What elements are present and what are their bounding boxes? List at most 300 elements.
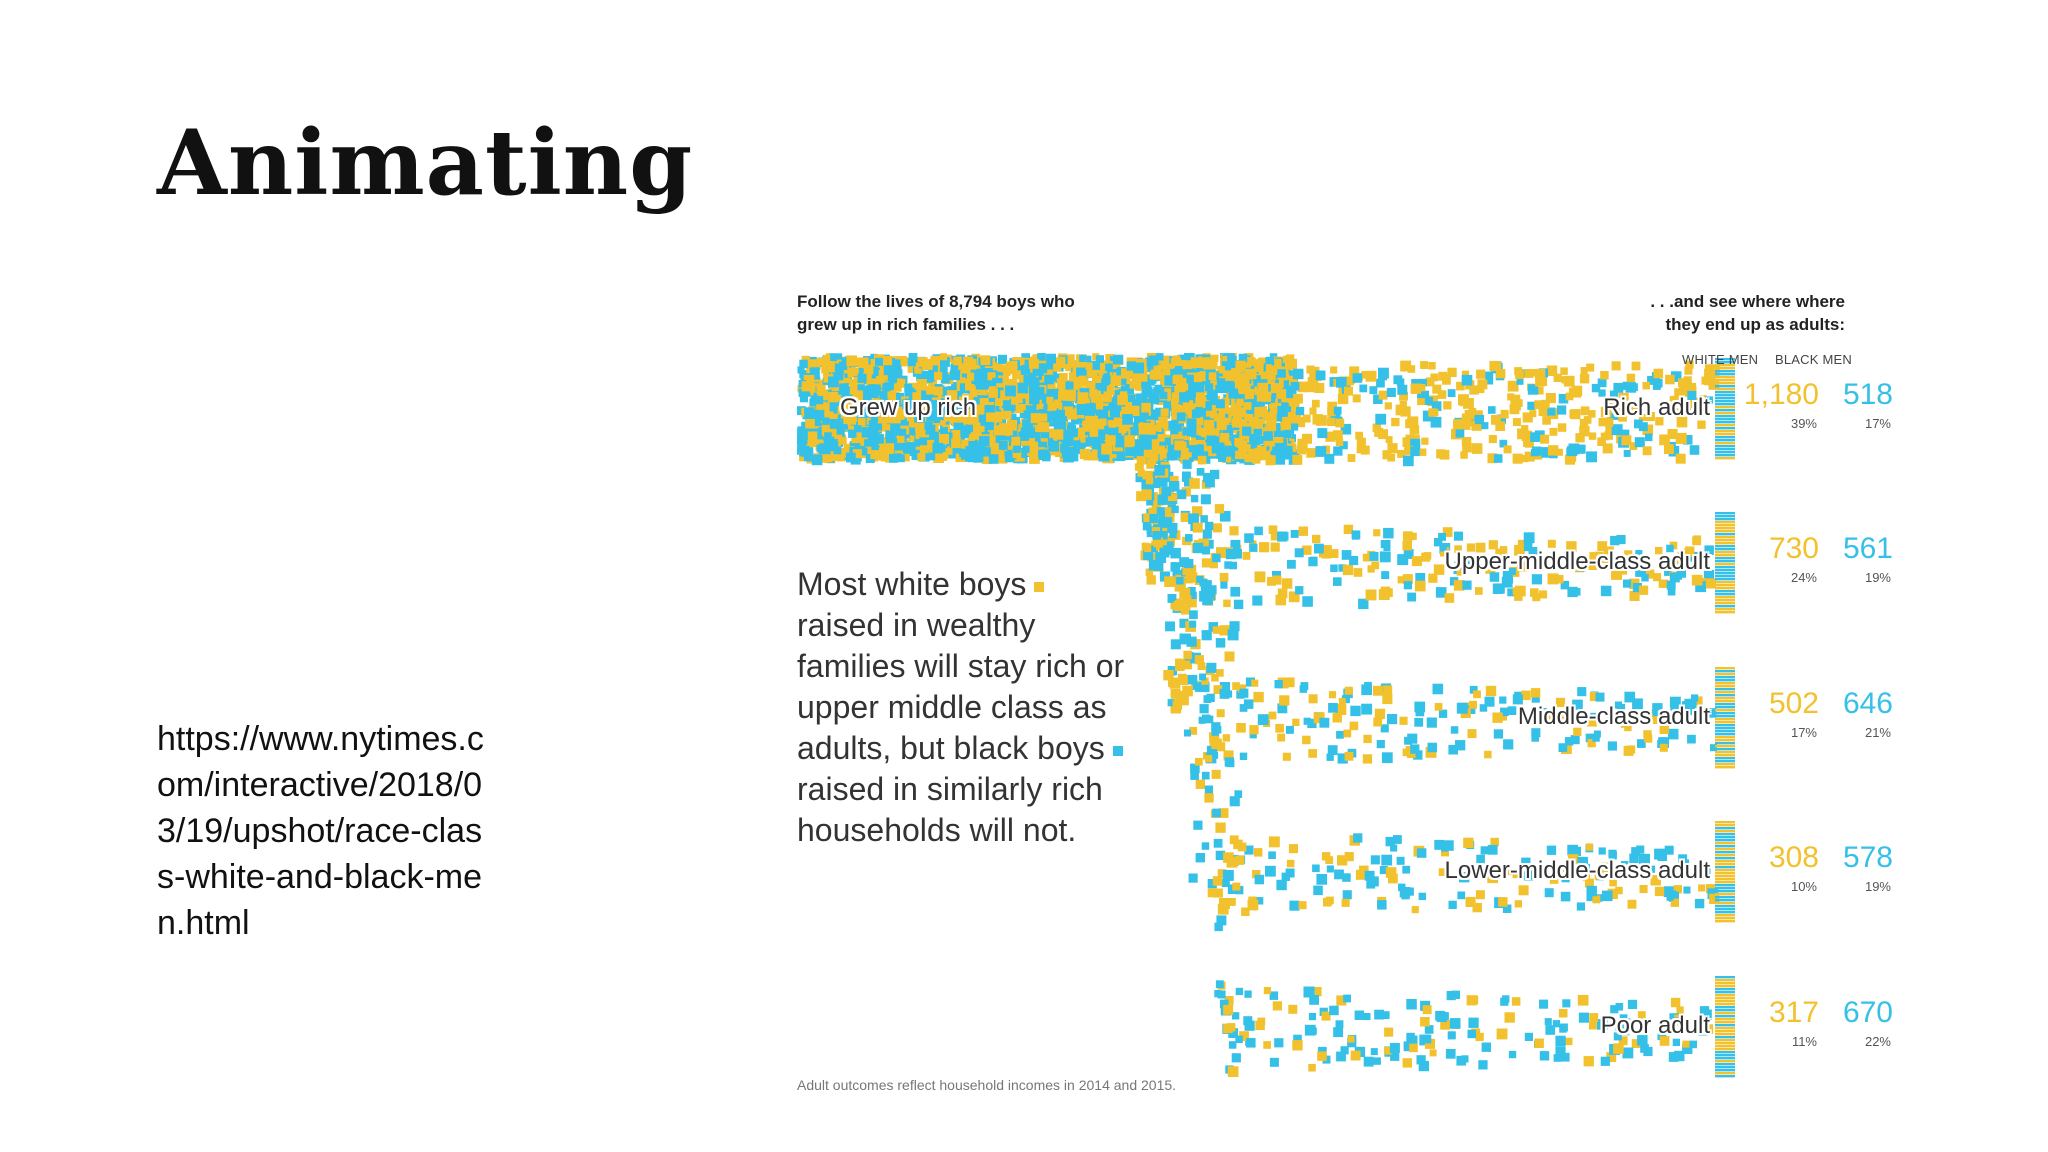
flow-dot	[1456, 1056, 1466, 1066]
flow-dot	[1147, 575, 1156, 584]
outcome-stack-bar	[1715, 1006, 1735, 1008]
flow-dot	[1545, 1025, 1555, 1035]
outcome-stack-bar	[1715, 920, 1735, 922]
outcome-stack-bar	[1715, 1030, 1735, 1032]
flow-dot	[1343, 890, 1352, 899]
outcome-stack-bar	[1715, 727, 1735, 729]
flow-dot	[1227, 857, 1238, 868]
origin-dot	[951, 438, 961, 448]
origin-dot	[1117, 452, 1126, 461]
flow-dot	[1297, 439, 1307, 449]
flow-dot	[1312, 865, 1320, 873]
outcome-stack-bar	[1715, 563, 1735, 565]
flow-dot	[1581, 367, 1588, 374]
origin-dot	[1192, 410, 1200, 418]
flow-dot	[1515, 399, 1523, 407]
flow-dot	[1309, 408, 1316, 415]
outcome-stack-bar	[1715, 512, 1735, 514]
outcome-stack-bar	[1715, 1048, 1735, 1050]
flow-dot	[1165, 621, 1175, 631]
flow-dot	[1482, 1043, 1491, 1052]
flow-dot	[1355, 432, 1363, 440]
flow-dot	[1266, 455, 1276, 465]
origin-dot	[884, 443, 894, 453]
flow-dot	[1223, 1005, 1233, 1015]
flow-dot	[1184, 559, 1193, 568]
flow-dot	[1468, 729, 1477, 738]
flow-dot	[1363, 754, 1372, 763]
outcome-stack-bar	[1715, 997, 1735, 999]
flow-dot	[1203, 530, 1212, 539]
outcome-stack-bar	[1715, 757, 1735, 759]
flow-dot	[1183, 651, 1192, 660]
flow-dot	[1523, 412, 1533, 422]
flow-dot	[1412, 556, 1422, 566]
flow-dot	[1410, 744, 1419, 753]
flow-dot	[1333, 1027, 1343, 1037]
origin-dot	[1105, 434, 1116, 445]
flow-dot	[1272, 383, 1282, 393]
flow-dot	[1244, 991, 1251, 998]
outcome-stack-bar	[1715, 454, 1735, 456]
flow-dot	[1409, 1044, 1418, 1053]
outcome-stack-bar	[1715, 403, 1735, 405]
chart-intro	[797, 290, 1075, 336]
outcome-stack-bar	[1715, 533, 1735, 535]
outcome-stack-bar	[1715, 733, 1735, 735]
flow-dot	[1185, 534, 1193, 542]
flow-dot	[1698, 884, 1705, 891]
outcome-stack-bar	[1715, 857, 1735, 859]
flow-dot	[1416, 708, 1425, 717]
flow-dot	[1254, 527, 1263, 536]
origin-dot	[1203, 359, 1213, 369]
origin-dot	[802, 381, 812, 391]
origin-dot	[1284, 431, 1292, 439]
flow-dot	[1436, 449, 1445, 458]
flow-dot	[1377, 740, 1385, 748]
origin-dot	[1053, 429, 1063, 439]
flow-dot	[1317, 415, 1327, 425]
flow-dot	[1435, 703, 1443, 711]
flow-dot	[1305, 1025, 1316, 1036]
outcome-stack-bar	[1715, 869, 1735, 871]
flow-dot	[1141, 489, 1152, 500]
flow-dot	[1466, 897, 1476, 907]
outcome-stack-bar	[1715, 899, 1735, 901]
flow-dot	[1189, 478, 1200, 489]
flow-dot	[1275, 680, 1283, 688]
flow-dot	[1627, 374, 1635, 382]
outcome-stack-bar	[1715, 557, 1735, 559]
white-men-count: 308	[1768, 841, 1819, 874]
origin-dot	[1078, 376, 1086, 384]
flow-dot	[1163, 545, 1173, 555]
flow-dot	[1450, 1018, 1461, 1029]
outcome-stack-bar	[1715, 397, 1735, 399]
flow-dot	[1559, 1025, 1567, 1033]
flow-dot	[1276, 595, 1287, 606]
flow-dot	[1253, 692, 1263, 702]
outcome-stack-bar	[1715, 887, 1735, 889]
black-men-percent: 21%	[1864, 725, 1891, 740]
outcome-stack-bar	[1715, 391, 1735, 393]
flow-dot	[1310, 557, 1317, 564]
flow-dot	[1565, 1038, 1572, 1045]
flow-dot	[1682, 1041, 1689, 1048]
flow-dot	[1175, 659, 1183, 667]
origin-dot	[1158, 417, 1167, 426]
origin-dot	[1029, 359, 1039, 369]
flow-dot	[1540, 1051, 1549, 1060]
flow-dot	[1205, 588, 1214, 597]
black-men-percent: 22%	[1864, 1034, 1891, 1049]
outcome-stack-bar	[1715, 427, 1735, 429]
flow-dot	[1407, 417, 1415, 425]
flow-dot	[1317, 1051, 1327, 1061]
flow-dot	[1423, 1035, 1432, 1044]
flow-dot	[1626, 382, 1637, 393]
outcome-stack-bar	[1715, 1063, 1735, 1065]
flow-dot	[1513, 418, 1521, 426]
origin-dot	[939, 434, 949, 444]
flow-dot	[1333, 713, 1342, 722]
outcome-stack-bar	[1715, 448, 1735, 450]
flow-dot	[1581, 406, 1590, 415]
flow-dot	[1476, 370, 1485, 379]
flow-dot	[1216, 669, 1224, 677]
flow-dot	[1299, 527, 1308, 536]
origin-dot	[999, 441, 1008, 450]
origin-dot	[854, 425, 861, 432]
origin-dot	[1133, 363, 1144, 374]
flow-dot	[1182, 686, 1193, 697]
flow-dot	[1259, 542, 1269, 552]
outcome-stack-bar	[1715, 527, 1735, 529]
flow-dot	[1235, 1036, 1243, 1044]
origin-dot	[1073, 440, 1081, 448]
outcome-stack-bar	[1715, 409, 1735, 411]
origin-dot	[919, 437, 927, 445]
flow-dot	[1496, 369, 1505, 378]
outcome-stack-bar	[1715, 685, 1735, 687]
flow-dot	[1277, 406, 1285, 414]
origin-dot	[808, 432, 817, 441]
flow-dot	[1292, 1040, 1302, 1050]
white-men-percent: 39%	[1790, 416, 1817, 431]
flow-dot	[1438, 390, 1447, 399]
flow-dot	[1398, 884, 1406, 892]
outcome-stack-bar	[1715, 715, 1735, 717]
flow-dot	[1371, 561, 1379, 569]
outcome-stack-bar	[1715, 682, 1735, 684]
origin-dot	[797, 434, 807, 444]
flow-dot	[1200, 515, 1208, 523]
flow-dot	[1404, 581, 1412, 589]
flow-dot	[1462, 375, 1473, 386]
outcome-stack-bar	[1715, 412, 1735, 414]
origin-dot	[941, 374, 950, 383]
flow-dot	[1640, 885, 1648, 893]
flow-dot	[1600, 371, 1609, 380]
flow-dot	[1411, 384, 1421, 394]
flow-dot	[1596, 693, 1605, 702]
outcome-stack-bar	[1715, 394, 1735, 396]
flow-dot	[1375, 414, 1386, 425]
flow-dot	[1515, 370, 1524, 379]
outcome-stack-bar	[1715, 676, 1735, 678]
flow-dot	[1390, 1043, 1400, 1053]
flow-dot	[1237, 373, 1246, 382]
flow-dot	[1302, 596, 1313, 607]
flow-dot	[1572, 386, 1582, 396]
flow-dot	[1457, 892, 1465, 900]
origin-dot	[883, 356, 892, 365]
flow-dot	[1504, 445, 1512, 453]
flow-dot	[1366, 590, 1377, 601]
flow-dot	[1203, 473, 1213, 483]
flow-dot	[1468, 1030, 1477, 1039]
flow-dot	[1353, 833, 1362, 842]
flow-dot	[1276, 880, 1286, 890]
flow-dot	[1660, 744, 1668, 752]
outcome-stack-bar	[1715, 872, 1735, 874]
flow-dot	[1216, 638, 1226, 648]
outcome-stack-bar	[1715, 751, 1735, 753]
flow-dot	[1687, 735, 1696, 744]
outcome-stack-bar	[1715, 376, 1735, 378]
origin-dot	[1179, 392, 1189, 402]
flow-dot	[1363, 554, 1371, 562]
flow-dot	[1336, 731, 1344, 739]
column-header-white-men: WHITE MEN	[1682, 352, 1759, 367]
origin-dot	[890, 422, 900, 432]
origin-dot	[1098, 383, 1106, 391]
source-url[interactable]: https://www.nytimes.com/interactive/2018/03/19/upshot/race-class-white-and-black-men.html	[157, 720, 484, 942]
white-men-percent: 11%	[1791, 1034, 1817, 1049]
origin-dot	[1149, 395, 1156, 402]
flow-dot	[1456, 429, 1465, 438]
flow-dot	[1623, 580, 1631, 588]
flow-dot	[1492, 713, 1502, 723]
flow-dot	[1205, 522, 1213, 530]
flow-dot	[1388, 874, 1398, 884]
annotation-part-3: raised in similarly rich households will not.	[797, 771, 1103, 848]
flow-dot	[1434, 564, 1445, 575]
flow-dot	[1218, 454, 1226, 462]
flow-dot	[1218, 904, 1229, 915]
flow-dot	[1521, 425, 1528, 432]
origin-dot	[1122, 414, 1133, 425]
flow-dot	[1309, 995, 1319, 1005]
flow-dot	[1233, 411, 1242, 420]
flow-dot	[1690, 445, 1700, 455]
flow-dot	[1255, 1021, 1265, 1031]
flow-dot	[1397, 857, 1405, 865]
flow-dot	[1555, 1036, 1565, 1046]
flow-dot	[1167, 523, 1177, 533]
flow-dot	[1562, 999, 1570, 1007]
flow-dot	[1445, 593, 1455, 603]
flow-dot	[1509, 1051, 1516, 1058]
flow-dot	[1355, 1011, 1365, 1021]
flow-dot	[1230, 796, 1240, 806]
flow-dot	[1303, 415, 1311, 423]
origin-dot	[1042, 453, 1051, 462]
flow-dot	[1212, 443, 1222, 453]
outcome-stack-bar	[1715, 976, 1735, 978]
flow-dot	[1277, 532, 1287, 542]
origin-dot	[882, 383, 890, 391]
flow-dot	[1410, 425, 1420, 435]
flow-dot	[1343, 995, 1351, 1003]
origin-dot	[1187, 427, 1197, 437]
flow-dot	[1295, 548, 1304, 557]
flow-dot	[1213, 523, 1222, 532]
flow-dot	[1539, 1000, 1548, 1009]
origin-dot	[870, 450, 879, 459]
outcome-stack-bar	[1715, 902, 1735, 904]
outcome-stack-bar	[1715, 673, 1735, 675]
flow-dot	[1615, 887, 1623, 895]
flow-dot	[1433, 684, 1444, 695]
outcome-stack-bar	[1715, 406, 1735, 408]
white-men-percent: 17%	[1790, 725, 1817, 740]
chart-footnote: Adult outcomes reflect household incomes in 2014 and 2015.	[797, 1077, 1177, 1093]
flow-dot	[1313, 886, 1323, 896]
flow-dot	[1223, 600, 1231, 608]
outcome-stack-bar	[1715, 602, 1735, 604]
origin-dot	[1053, 364, 1061, 372]
flow-dot	[1403, 749, 1411, 757]
flow-dot	[1428, 743, 1438, 753]
flow-dot	[1621, 435, 1631, 445]
flow-dot	[1665, 375, 1675, 385]
white-men-swatch-icon	[1034, 582, 1044, 592]
flow-dot	[1617, 535, 1626, 544]
flow-dot	[1524, 532, 1535, 543]
outcome-stack-bar	[1715, 1051, 1735, 1053]
origin-dot	[1031, 413, 1041, 423]
outcome-stack-bar	[1715, 551, 1735, 553]
flow-dot	[1193, 523, 1203, 533]
flow-dot	[1200, 704, 1209, 713]
flow-dot	[1628, 1000, 1637, 1009]
flow-dot	[1323, 898, 1332, 907]
origin-dot	[1040, 414, 1048, 422]
flow-dot	[1639, 586, 1648, 595]
outcome-stack-bar	[1715, 842, 1735, 844]
origin-dot	[963, 357, 973, 367]
origin-dot	[989, 386, 996, 393]
flow-dot	[1164, 576, 1175, 587]
flow-dot	[1535, 377, 1545, 387]
outcome-stack-bar	[1715, 718, 1735, 720]
flow-dot	[1292, 719, 1299, 726]
flow-dot	[1469, 701, 1477, 709]
flow-dot	[1152, 531, 1161, 540]
flow-dot	[1193, 821, 1202, 830]
flow-dot	[1299, 901, 1307, 909]
flow-dot	[1548, 540, 1556, 548]
outcome-stack-bar	[1715, 424, 1735, 426]
flow-dot	[1371, 855, 1380, 864]
flow-dot	[1359, 385, 1367, 393]
origin-dot	[982, 447, 991, 456]
origin-dot	[917, 453, 925, 461]
flow-dot	[1616, 1003, 1624, 1011]
flow-dot	[1420, 361, 1428, 369]
flow-dot	[1532, 447, 1541, 456]
origin-dot	[1161, 408, 1169, 416]
outcome-stack-bar	[1715, 712, 1735, 714]
origin-dot	[1111, 375, 1121, 385]
flow-dot	[1244, 533, 1254, 543]
outcome-stack-bar	[1715, 1054, 1735, 1056]
flow-dot	[1374, 1057, 1381, 1064]
flow-dot	[1473, 690, 1481, 698]
origin-dot	[1109, 428, 1117, 436]
flow-dot	[1229, 1041, 1237, 1049]
outcome-stack-bar	[1715, 445, 1735, 447]
flow-dot	[1387, 388, 1396, 397]
flow-dot	[1295, 586, 1303, 594]
outcome-stack-bar	[1715, 875, 1735, 877]
outcome-stack-bar	[1715, 1015, 1735, 1017]
flow-dot	[1202, 558, 1211, 567]
outcome-stack-bar	[1715, 827, 1735, 829]
flow-dot	[1171, 506, 1178, 513]
origin-dot	[930, 356, 940, 366]
flow-dot	[1653, 382, 1661, 390]
flow-dot	[1532, 593, 1540, 601]
flow-dot	[1515, 900, 1522, 907]
flow-dot	[1371, 1048, 1378, 1055]
flow-dot	[1304, 382, 1314, 392]
flow-dot	[1236, 399, 1244, 407]
flow-dot	[1292, 455, 1302, 465]
flow-dot	[1236, 723, 1246, 733]
outcome-stack-bar	[1715, 703, 1735, 705]
outcome-stack-bar	[1715, 593, 1735, 595]
chart-outro-line-1: . . .and see where where	[1650, 292, 1845, 311]
flow-dot	[1263, 1041, 1271, 1049]
origin-dot	[1151, 409, 1159, 417]
flow-dot	[1208, 888, 1217, 897]
flow-dot	[1635, 437, 1645, 447]
flow-dot	[1495, 421, 1505, 431]
flow-dot	[1216, 980, 1224, 988]
flow-dot	[1328, 703, 1338, 713]
flow-dot	[1215, 823, 1225, 833]
origin-dot	[1146, 425, 1156, 435]
outcome-stack-bar	[1715, 1000, 1735, 1002]
flow-dot	[1348, 1036, 1355, 1043]
flow-dot	[1400, 361, 1411, 372]
flow-dot	[1541, 400, 1550, 409]
origin-dot	[828, 392, 838, 402]
flow-dot	[1587, 886, 1597, 896]
flow-dot	[1415, 581, 1426, 592]
flow-dot	[1223, 1024, 1233, 1034]
flow-dot	[1683, 887, 1690, 894]
black-men-swatch-icon	[1113, 746, 1123, 756]
flow-dot	[1196, 780, 1205, 789]
flow-dot	[1624, 450, 1631, 457]
origin-dot	[805, 419, 815, 429]
outcome-stack-bar	[1715, 845, 1735, 847]
flow-dot	[1381, 571, 1389, 579]
